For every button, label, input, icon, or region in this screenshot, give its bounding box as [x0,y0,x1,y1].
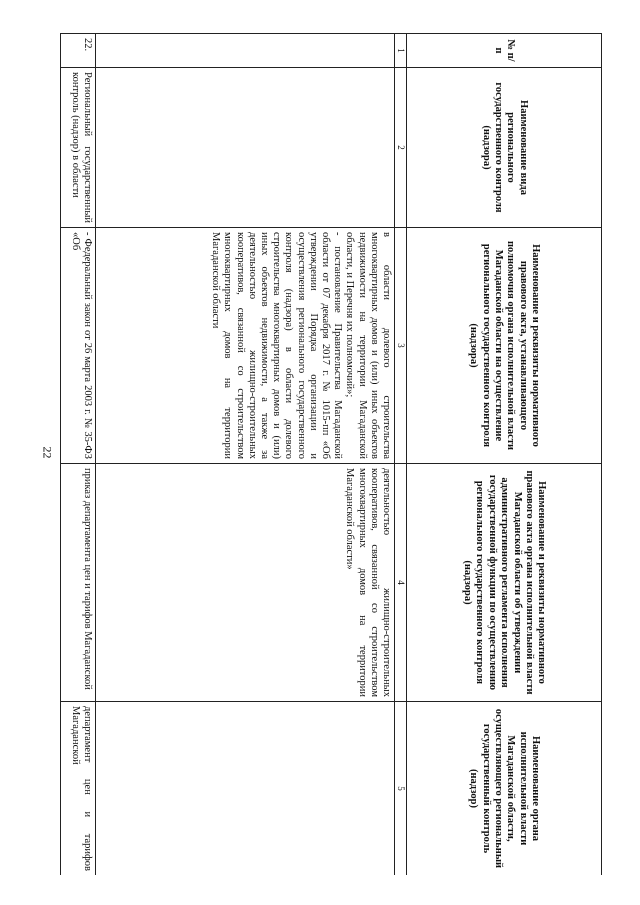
authority-act-paragraph: в области долевого строительства многоквартирных домов и (или) иных объектов недвижимости на территории Магаданской области, и Перечня их полномочий»; [344,232,392,459]
column-number: 3 [395,228,407,464]
executive-body-cell [96,702,395,876]
row-number-cell: 22. [61,34,96,68]
header-control-type: Наименование вида регионального государственного контроля (надзора) [407,68,602,228]
page-number: 22 [40,446,55,458]
row-number-cell [96,34,395,68]
control-type-cell [96,68,395,228]
header-authority-act: Наименование и реквизиты нормативного правового акта, устанавливающего полномочия органа исполнительной власти Магаданской области на осуществление регионального государственного контроля (надзора) [407,228,602,464]
header-regulation-act: Наименование и реквизиты нормативного правового акта органа исполнительной власти Магаданской области об утверждении административного регламента исполнения государственной функции по осуществлению регионального государственного контроля (надзора) [407,464,602,702]
header-number: № п/п [407,34,602,68]
rotated-table-wrapper [42,33,602,875]
authority-act-paragraph: - постановление Правительства Магаданской области от 07 декабря 2017 г. № 1015-пп «Об утверждении Порядка организации и осуществления регионального государственного контроля (надзора) в области долевого строительства многоквартирных домов и (или) иных объектов недвижимости, а также за деятельностью жилищно-строительных кооперативов, связанной со строительством многоквартирных домов на территории Магаданской области [210,232,344,459]
column-number: 4 [395,464,407,702]
table-row [96,34,395,876]
header-executive-body: Наименование органа исполнительной власти Магаданской области, осуществляющего региональный государственный контроль (надзор) [407,702,602,876]
authority-act-cell: - Федеральный закон от 26 марта 2003 г. № 35-ФЗ «Об [61,228,96,464]
column-number-row [395,34,407,876]
regulation-act-cell: деятельностью жилищно-строительных кооперативов, связанной со строительством многоквартирных домов на территории Магаданской области» [96,464,395,702]
column-number: 1 [395,34,407,68]
table-header-row [407,34,602,876]
page-content [42,33,602,875]
column-number: 5 [395,702,407,876]
executive-body-cell: департамент цен и тарифов Магаданской [61,702,96,876]
authority-act-cell [96,228,395,464]
table-row [61,34,96,876]
control-registry-table [60,33,602,875]
regulation-act-cell: приказ департамента цен и тарифов Магаданской [61,464,96,702]
column-number: 2 [395,68,407,228]
control-type-cell: Региональный государственный контроль (надзор) в области [61,68,96,228]
